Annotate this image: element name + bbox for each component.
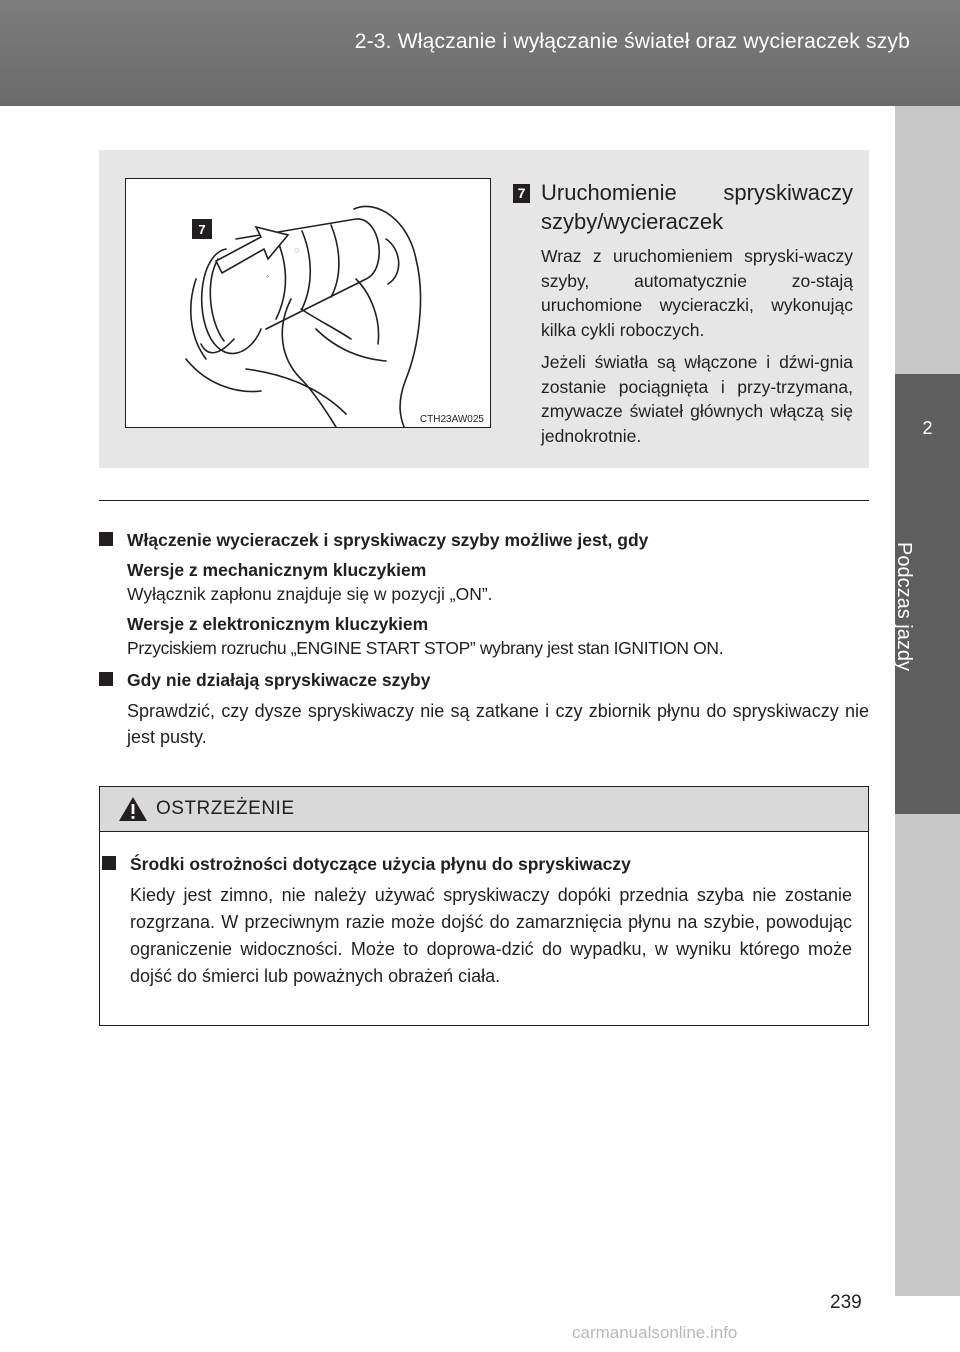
chapter-side-tab <box>895 106 960 1296</box>
page-number: 239 <box>830 1292 862 1313</box>
step-number-badge: 7 <box>513 184 530 203</box>
section-heading-text: Gdy nie działają spryskiwacze szyby <box>127 670 431 690</box>
divider <box>99 500 869 501</box>
warning-title: OSTRZEŻENIE <box>156 798 295 819</box>
square-bullet-icon <box>99 532 113 546</box>
subsection-text: Wyłącznik zapłonu znajduje się w pozycji „ON”. <box>127 584 493 604</box>
warning-heading-text: Środki ostrożności dotyczące użycia płynu do spryskiwaczy <box>130 854 631 874</box>
subsection-text: Przyciskiem rozruchu „ENGINE START STOP” wybrany jest stan IGNITION ON. <box>127 638 724 658</box>
figure-panel <box>99 150 869 468</box>
chapter-label: Podczas jazdy <box>893 542 915 671</box>
section-heading-text: Włączenie wycieraczek i spryskiwaczy szyby możliwe jest, gdy <box>127 530 649 550</box>
square-bullet-icon <box>102 856 116 870</box>
subsection-heading: Wersje z mechanicznym kluczykiem <box>127 560 427 580</box>
warning-paragraph: Kiedy jest zimno, nie należy używać spryskiwaczy dopóki przednia szyba nie zostanie rozgrzana. W przeciwnym razie może dojść do zamarznięcia płynu na szybie, powodując ograniczenie widoczności. Może to doprowa-dzić do wypadku, w wyniku którego może dojść do śmierci lub poważnych obrażeń ciała. <box>130 885 852 986</box>
tab-band-bottom <box>895 814 960 1296</box>
page-header <box>0 0 960 106</box>
illustration-code: CTH23AW025 <box>419 414 484 425</box>
lever-marking-small: ◦ <box>266 272 269 281</box>
subsection-heading: Wersje z elektronicznym kluczykiem <box>127 614 429 634</box>
figure-description <box>513 178 853 448</box>
illustration-badge: 7 <box>198 222 206 237</box>
body-content <box>99 520 869 750</box>
figure-heading: Uruchomienie spryskiwaczy szyby/wycieraczek <box>541 180 853 234</box>
lever-marking: ◌ <box>294 245 300 255</box>
section-title: 2-3. Włączanie i wyłączanie świateł oraz wycieraczek szyb <box>354 30 910 53</box>
wiper-lever-illustration <box>125 178 491 428</box>
warning-box <box>99 786 869 1026</box>
warning-header <box>100 787 868 832</box>
square-bullet-icon <box>99 672 113 686</box>
figure-paragraph: Jeżeli światła są włączone i dźwi-gnia zostanie pociągnięta i przy-trzymana, zmywacze świateł głównych włączą się jednokrotnie. <box>541 352 853 446</box>
figure-paragraph: Wraz z uruchomieniem spryski-waczy szyby, automatycznie zo-stają uruchomione wycieraczki, wykonując kilka cykli roboczych. <box>541 246 853 340</box>
tab-band-top <box>895 106 960 374</box>
section-paragraph: Sprawdzić, czy dysze spryskiwaczy nie są zatkane i czy zbiornik płynu do spryskiwaczy nie jest pusty. <box>127 701 869 747</box>
section-heading <box>99 528 869 552</box>
warning-heading <box>102 852 852 876</box>
chapter-number: 2 <box>922 418 933 438</box>
watermark: carmanualsonline.info <box>572 1323 738 1342</box>
lever-drawing <box>126 179 490 427</box>
warning-triangle-icon <box>118 796 148 822</box>
warning-body <box>100 832 868 990</box>
section-heading <box>99 668 869 692</box>
